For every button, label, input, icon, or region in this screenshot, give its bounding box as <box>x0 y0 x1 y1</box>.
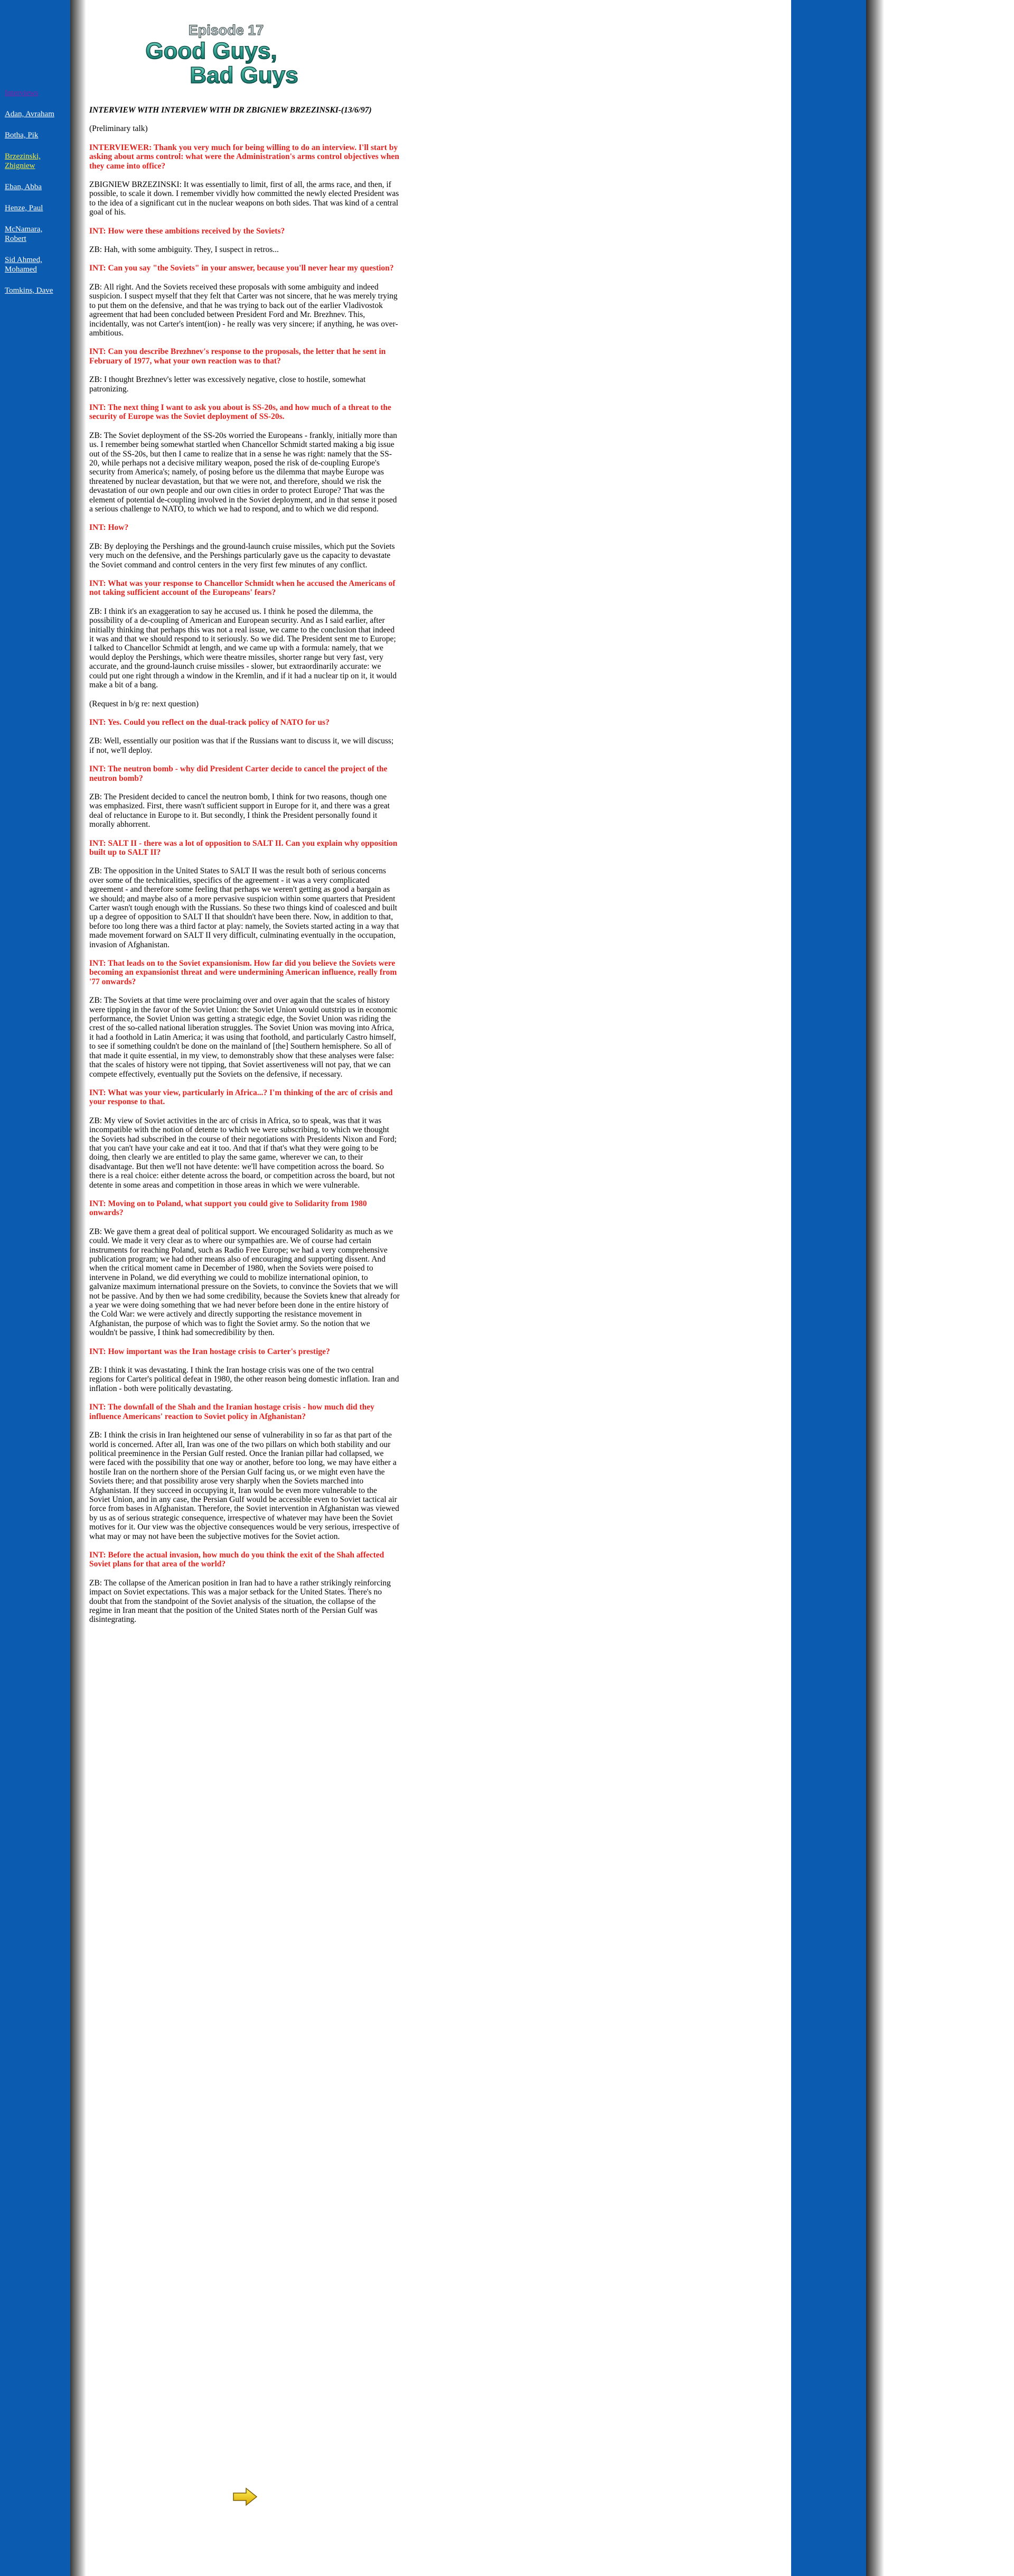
interviewer-question: INT: The downfall of the Shah and the Iranian hostage crisis - how much did they influence Americans' reaction to Soviet policy in Afghanistan? <box>89 1403 374 1421</box>
logo-line2-text: Bad Guys <box>190 62 298 88</box>
right-blue-bar <box>791 0 866 2576</box>
right-shadow-strip <box>866 0 884 2576</box>
interviewer-question: INT: The neutron bomb - why did President Carter decide to cancel the project of the neutron bomb? <box>89 764 388 783</box>
interviewee-answer: ZB: Well, essentially our position was that if the Russians want to discuss it, we will discuss; if not, we'll deploy. <box>89 736 394 755</box>
interviewer-question: INT: Moving on to Poland, what support you could give to Solidarity from 1980 onwards? <box>89 1199 367 1218</box>
logo-episode-text: Episode 17 <box>188 22 264 38</box>
interviewee-answer: ZB: We gave them a great deal of political support. We encouraged Solidarity as much as we could. We made it very clear as to where our sympathies are. We of course had certain instruments for reaching Poland, such as Radio Free Europe; we had a very comprehensive publication program; we had other means also of encouraging and supporting dissent. And when the critical moment came in December of 1980, when the Soviets were poised to intervene in Poland, we did everything we could to mobilize international opinion, to galvanize maximum international pressure on the Soviets, to convince the Soviets that we will not be passive. And by then we had some credibility, because the Soviets knew that already for a year we were doing something that we had never before been done in the entire history of the Cold War: we were actively and directly supporting the resistance movement in Afghanistan, the purpose of which was to fight the Soviet army. So the notion that we wouldn't be passive, I think had somecredibility by then. <box>89 1227 400 1338</box>
transcript-body <box>89 124 400 1624</box>
interviewer-question: INT: How were these ambitions received by the Soviets? <box>89 226 285 236</box>
sidebar-item-henze[interactable]: Henze, Paul <box>5 204 43 212</box>
sidebar-heading[interactable]: Interviews <box>5 89 39 97</box>
interviewer-question: INT: Yes. Could you reflect on the dual-track policy of NATO for us? <box>89 717 330 727</box>
interviews-sidebar <box>0 88 60 307</box>
interviewee-answer: ZB: I thought Brezhnev's letter was excessively negative, close to hostile, somewhat patronizing. <box>89 375 366 394</box>
interviewee-answer: ZB: The collapse of the American position in Iran had to have a rather strikingly reinforcing impact on Soviet expectations. This was a major setback for the United States. There's no doubt that from the standpoint of the Soviet analysis of the situation, the collapse of the regime in Iran meant that the position of the United States north of the Persian Gulf was disintegrating. <box>89 1578 391 1625</box>
interviewer-question: INTERVIEWER: Thank you very much for being willing to do an interview. I'll start by asking about arms control: what were the Administration's arms control objectives when they came into office? <box>89 143 399 171</box>
interviewee-answer: ZB: I think it's an exaggeration to say he accused us. I think he posed the dilemma, the possibility of a de-coupling of American and European security. And as I said earlier, after initially thinking that perhaps this was not a real issue, we came to the conclusion that indeed it was and that we should respond to it seriously. So we did. The President sent me to Europe; I talked to Chancellor Schmidt at length, and we came up with a formula: namely, that we would deploy the Pershings, which were theatre missiles, shorter range but very fast, very accurate, and the ground-launch cruise missiles - slower, but extraordinarily accurate: we could put one right through a window in the Kremlin, and if it had a nuclear tip on it, it would make a bit of a bang. <box>89 606 397 690</box>
interviewer-question: INT: How? <box>89 523 129 533</box>
transcript-note: (Request in b/g re: next question) <box>89 699 199 708</box>
left-blue-bar <box>0 0 70 2576</box>
interviewee-answer: ZB: I think it was devastating. I think the Iran hostage crisis was one of the two central regions for Carter's political defeat in 1980, the other reason being domestic inflation. Iran and inflation - both were politically devastating. <box>89 1366 399 1393</box>
sidebar-item-mcnamara[interactable]: McNamara, Robert <box>5 225 43 243</box>
sidebar-item-botha[interactable]: Botha, Pik <box>5 131 39 139</box>
sidebar-item-brzezinski[interactable]: Brzezinski, Zbigniew <box>5 152 41 170</box>
episode-logo <box>132 21 312 90</box>
interviewer-question: INT: The next thing I want to ask you about is SS-20s, and how much of a threat to the security of Europe was the Soviet deployment of SS-20s. <box>89 403 391 422</box>
sidebar-item-eban[interactable]: Eban, Abba <box>5 183 42 191</box>
interviewee-answer: ZB: The Soviet deployment of the SS-20s worried the Europeans - frankly, initially more than us. I remember being somewhat startled when Chancellor Schmidt started making a big issue out of the SS-20s, but then I came to realize that in a sense he was right: namely that the SS-20, while perhaps not a decisive military weapon, posed the risk of de-coupling Europe's security from America's; namely, of posing before us the dilemma that maybe Europe was threatened by nuclear devastation, but that we were not, and therefore, should we risk the devastation of our own people and our own cities in order to protect Europe? That was the element of potential de-coupling involved in the Soviet deployment, and in that sense it posed a serious challenge to NATO, to which we had to respond, and to which we did respond. <box>89 431 397 514</box>
interviewee-answer: ZB: The opposition in the United States to SALT II was the result both of serious concerns over some of the technicalities, specifics of the agreement - it was a very complicated agreement - and therefore some feeling that perhaps we weren't getting as good a bargain as we should; and maybe also of a more pervasive suspicion within some quarters that President Carter wasn't tough enough with the Russians. So these two things kind of coalesced and built up a degree of opposition to SALT II that shouldn't have been there. Now, in addition to that, before too long there was a third factor at play: namely, the Soviets started acting in a way that made movement forward on SALT II very difficult, culminating eventually in the occupation, invasion of Afghanistan. <box>89 866 399 949</box>
transcript <box>89 106 400 1634</box>
interviewer-question: INT: Can you say "the Soviets" in your answer, because you'll never hear my question? <box>89 264 394 273</box>
interviewee-answer: ZBIGNIEW BRZEZINSKI: It was essentially to limit, first of all, the arms race, and then, if possible, to scale it down. I remember vividly how committed the newly elected President was to the idea of a significant cut in the nuclear weapons on both sides. That was kind of a central goal of his. <box>89 180 399 217</box>
interviewee-answer: ZB: The Soviets at that time were proclaiming over and over again that the scales of history were tipping in the favor of the Soviet Union: the Soviet Union would outstrip us in economic performance, the Soviet Union was getting a strategic edge, the Soviet Union was riding the crest of the so-called national liberation struggles. The Soviet Union was moving into Africa, it had a foothold in Latin America; it was using that foothold, and particularly Castro himself, to see if something couldn't be done on the mainland of [the] Southern hemisphere. So all of that made it quite essential, in my view, to demonstrably show that these analyses were false: that the scales of history were not tipping, that Soviet assertiveness will not pay, that we can compete effectively, eventually put the Soviets on the defensive, if necessary. <box>89 996 398 1079</box>
interviewer-question: INT: Before the actual invasion, how much do you think the exit of the Shah affected Soviet plans for that area of the world? <box>89 1550 384 1569</box>
interviewee-answer: ZB: By deploying the Pershings and the ground-launch cruise missiles, which put the Soviets very much on the defensive, and the Pershings particularly gave us the capacity to devastate the Soviet command and control centers in the very first few minutes of any conflict. <box>89 542 395 570</box>
sidebar-item-tomkins[interactable]: Tomkins, Dave <box>5 286 53 295</box>
interviewee-answer: ZB: All right. And the Soviets received these proposals with some ambiguity and indeed suspicion. I suspect myself that they felt that Carter was not sincere, that he was merely trying to put them on the defensive, and that he was trying to back out of the earlier Vladivostok agreement that had been concluded between President Ford and Mr. Brezhnev. This, incidentally, was not Carter's intent(ion) - he really was very sincere; if anything, he was over-ambitious. <box>89 282 398 338</box>
transcript-title: INTERVIEW WITH INTERVIEW WITH DR ZBIGNIEW BRZEZINSKI-(13/6/97) <box>89 106 372 115</box>
interviewer-question: INT: That leads on to the Soviet expansionism. How far did you believe the Soviets were becoming an expansionist threat and were undermining American influence, really from '77 onwards? <box>89 959 397 986</box>
interviewer-question: INT: Can you describe Brezhnev's response to the proposals, the letter that he sent in February of 1977, what your own reaction was to that? <box>89 347 386 366</box>
interviewer-question: INT: What was your view, particularly in Africa...? I'm thinking of the arc of crisis and your response to that. <box>89 1088 393 1107</box>
sidebar-item-sid-ahmed[interactable]: Sid Ahmed, Mohamed <box>5 256 42 274</box>
arrow-right-icon[interactable] <box>232 2487 258 2506</box>
interviewee-answer: ZB: Hah, with some ambiguity. They, I suspect in retros... <box>89 245 279 255</box>
interviewer-question: INT: How important was the Iran hostage crisis to Carter's prestige? <box>89 1347 330 1356</box>
transcript-note: (Preliminary talk) <box>89 124 148 134</box>
interviewee-answer: ZB: The President decided to cancel the neutron bomb, I think for two reasons, though one was emphasized. First, there wasn't sufficient support in Europe for it, and there was a great deal of reluctance in Europe to it. But secondly, I think the President personally found it morally abhorrent. <box>89 792 390 829</box>
interviewee-answer: ZB: My view of Soviet activities in the arc of crisis in Africa, so to speak, was that it was incompatible with the notion of detente to which we were subscribing, to which we thought the Soviets had subscribed in the course of their negotiations with Presidents Nixon and Ford; that you can't have your cake and eat it too. And that if that's what they were going to be doing, then clearly we are entitled to play the same game, wherever we can, to their disadvantage. But then we'll not have detente: we'll have competition across the board. So there is a real choice: either detente across the board, or competition across the board, but not detente in some areas and competition in those areas in which we were vulnerable. <box>89 1116 397 1190</box>
interviewer-question: INT: What was your response to Chancellor Schmidt when he accused the Americans of not taking sufficient account of the Europeans' fears? <box>89 579 396 598</box>
logo-line1-text: Good Guys, <box>145 38 277 64</box>
interviewee-answer: ZB: I think the crisis in Iran heightened our sense of vulnerability in so far as that part of the world is concerned. After all, Iran was one of the two pillars on which both stability and our political preeminence in the Persian Gulf rested. Once the Iranian pillar had collapsed, we were faced with the possibility that one way or another, before too long, we may have either a hostile Iran on the northern shore of the Persian Gulf facing us, or we might even have the Soviets there; and that possibility arose very sharply when the Soviets marched into Afghanistan. If they succeed in occupying it, Iran would be even more vulnerable to the Soviet Union, and in any case, the Persian Gulf would be accessible even to Soviet tactical air force from bases in Afghanistan. Therefore, the Soviet intervention in Afghanistan was viewed by us as of serious strategic consequence, irrespective of whatever may have been the Soviet motives for it. Our view was the objective consequences would be very serious, irrespective of what may or may not have been the subjective motives for the Soviet action. <box>89 1431 400 1541</box>
left-shadow-strip <box>70 0 86 2576</box>
interviewer-question: INT: SALT II - there was a lot of opposition to SALT II. Can you explain why opposition built up to SALT II? <box>89 838 398 857</box>
sidebar-item-adan[interactable]: Adan, Avraham <box>5 110 54 118</box>
